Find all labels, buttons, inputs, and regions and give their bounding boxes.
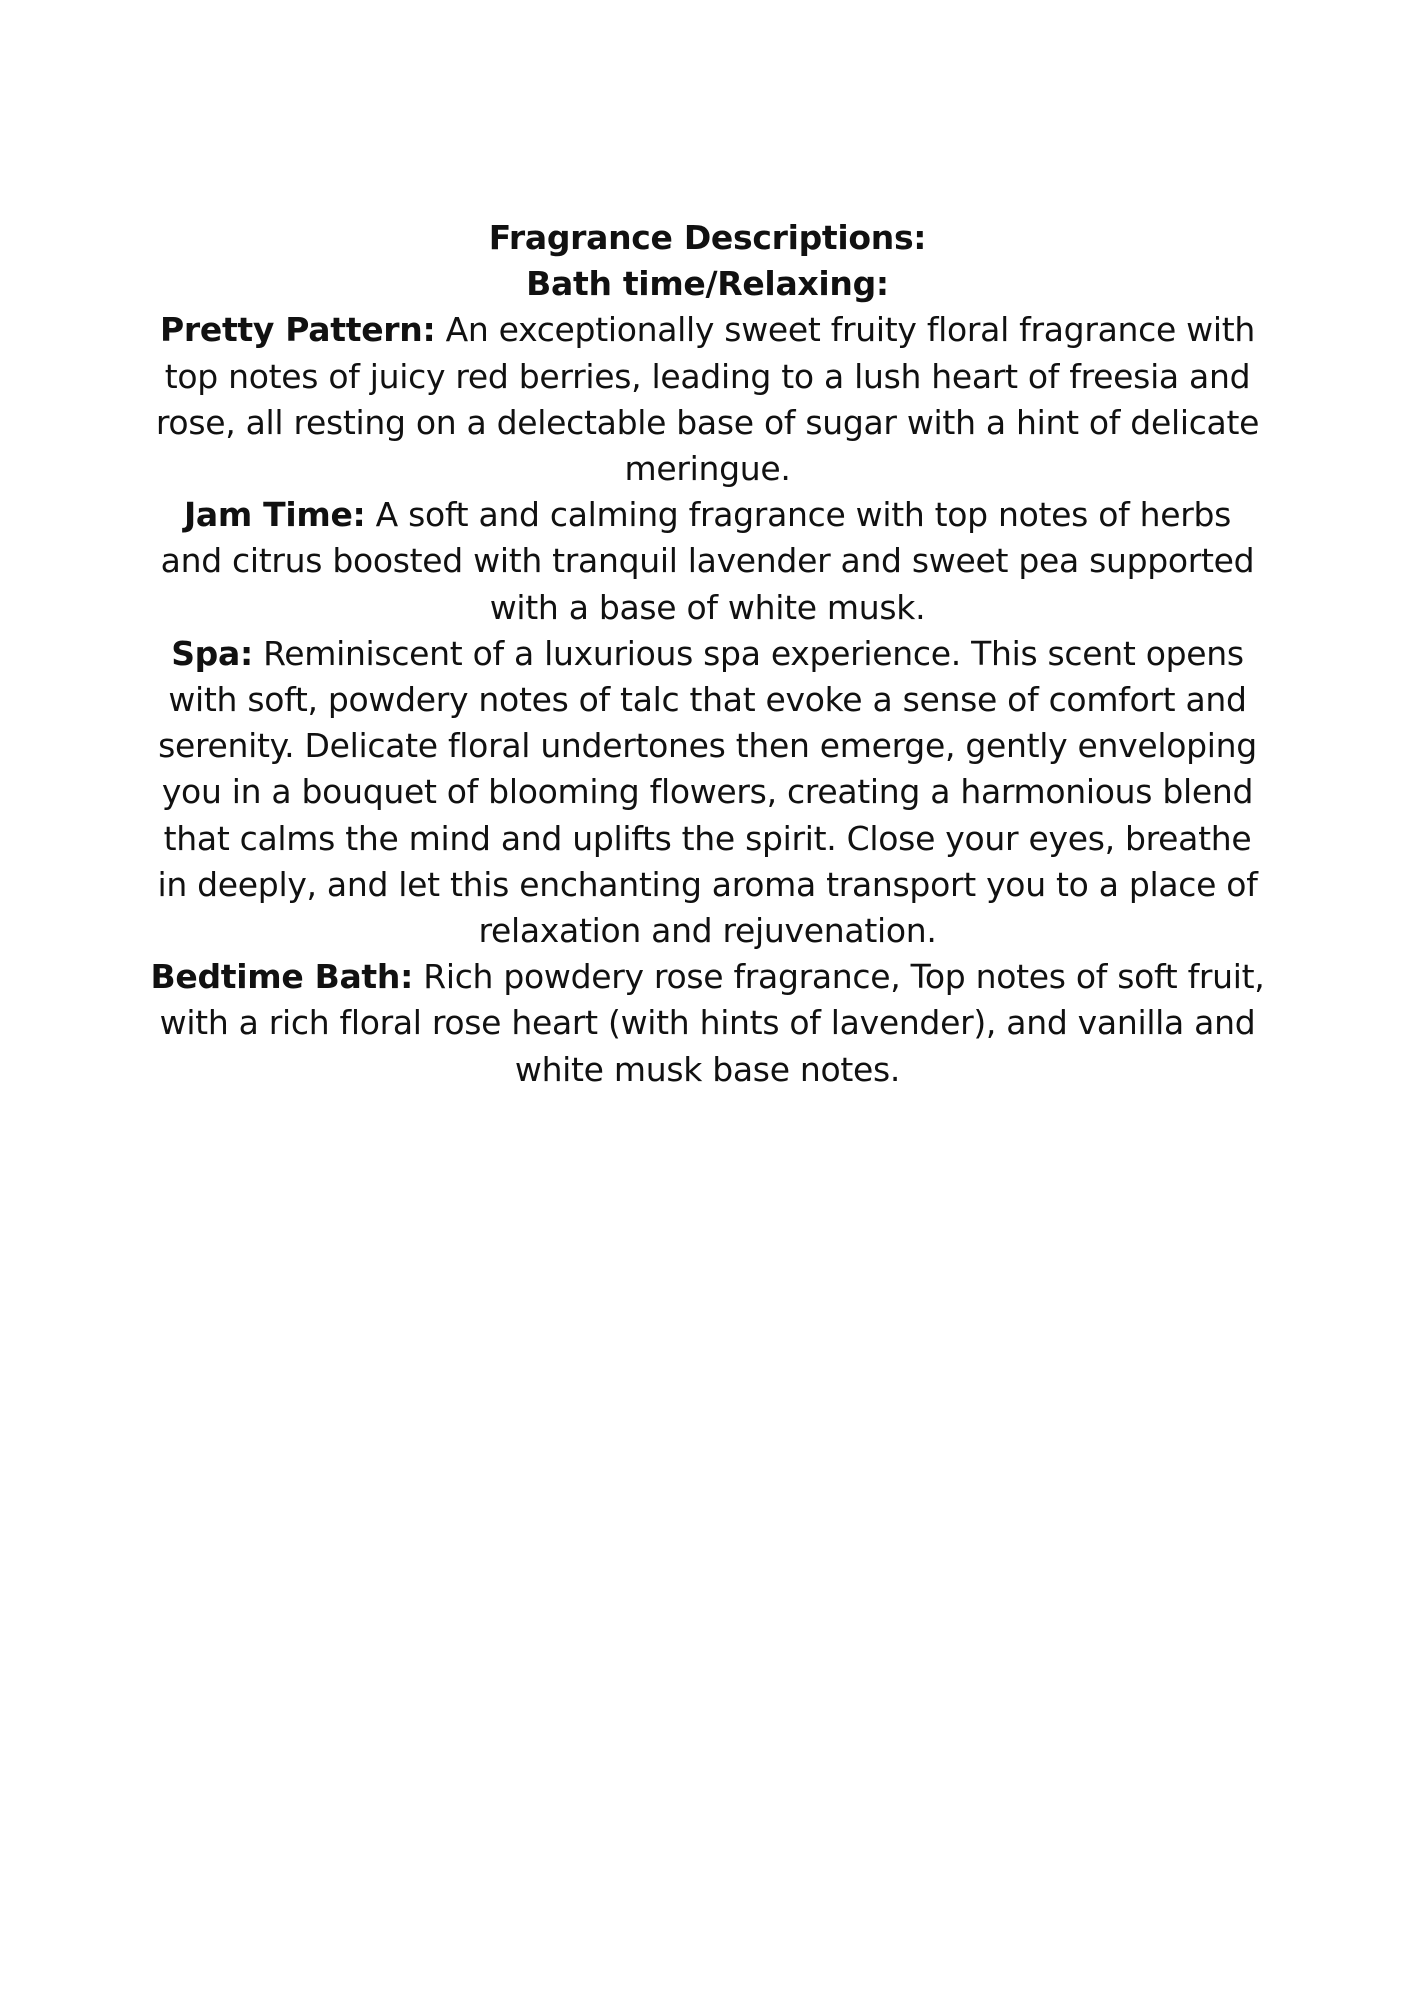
fragrance-descriptions-block (150, 215, 1265, 1093)
fragrance-description: An exceptionally sweet fruity floral fragrance with top notes of juicy red berries, leading to a lush heart of freesia and rose, all resting on a delectable base of sugar with a hint of delicate meringue. (155, 310, 1260, 489)
fragrance-description: A soft and calming fragrance with top notes of herbs and citrus boosted with tranquil lavender and sweet pea supported with a base of white musk. (160, 495, 1255, 627)
fragrance-description: Rich powdery rose fragrance, Top notes of soft fruit, with a rich floral rose heart (with hints of lavender), and vanilla and white musk base notes. (159, 957, 1265, 1089)
fragrance-name: Jam Time: (183, 495, 366, 535)
page-title: Fragrance Descriptions: (488, 218, 927, 257)
fragrance-entry-bedtime-bath (150, 954, 1265, 1093)
fragrance-entry-pretty-pattern (150, 307, 1265, 492)
fragrance-name: Spa: (171, 633, 253, 673)
fragrance-name: Bedtime Bath: (150, 957, 414, 997)
fragrance-entry-jam-time (150, 492, 1265, 631)
fragrance-description: Reminiscent of a luxurious spa experience. This scent opens with soft, powdery notes of talc that evoke a sense of comfort and serenity. Delicate floral undertones then emerge, gently enveloping you in a bouquet of blooming flowers, creating a harmonious blend that calms the mind and uplifts the spirit. Close your eyes, breathe in deeply, and let this enchanting aroma transport you to a place of relaxation and rejuvenation. (157, 633, 1258, 951)
fragrance-entry-spa (150, 631, 1265, 954)
section-heading: Bath time/Relaxing: (526, 264, 889, 304)
fragrance-name: Pretty Pattern: (160, 310, 436, 350)
